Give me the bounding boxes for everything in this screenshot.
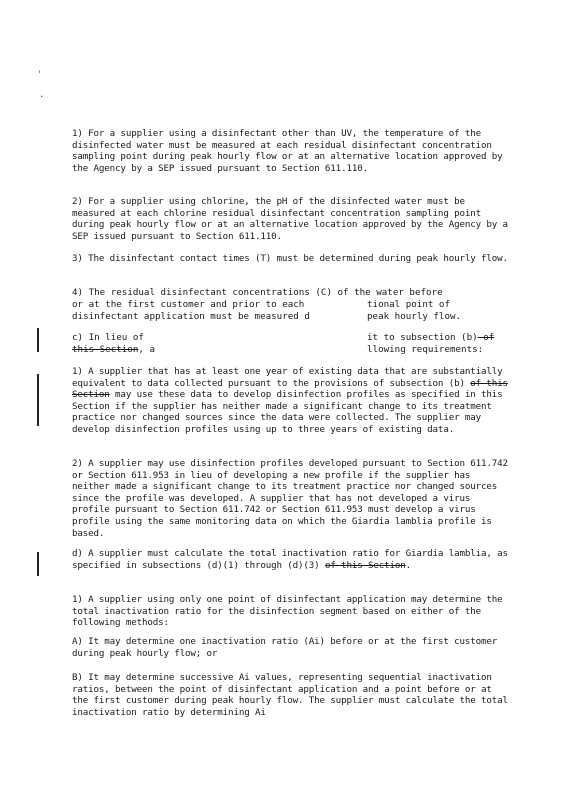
residual-line-3: disinfectant application must be measured d xyxy=(72,311,310,322)
struck-text: of xyxy=(477,332,495,343)
in-lieu-line-2-right: llowing requirements: xyxy=(367,344,484,355)
in-lieu-line-2: this Section, a xyxy=(72,344,155,355)
struck-text: this Section xyxy=(72,344,139,355)
struck-text: of this Section xyxy=(324,559,406,571)
residual-line-3-right: peak hourly flow. xyxy=(367,311,462,322)
revision-bar xyxy=(37,552,39,576)
paragraph-existing-data: 1) A supplier that has at least one year of existing data that are substantially equivalent to data collected pursuant to the provisions of subsection (b) of this Section may use these data to develop disinfection profiles as specified in this Section if the supplier has neither made a significant change to its treatment practice nor changed sources since the data were collected. The supplier may develop disinfection profiles using up to three years of existing data. xyxy=(72,366,508,435)
paragraph-method-a: A) It may determine one inactivation ratio (Ai) before or at the first customer during peak hourly flow; or xyxy=(72,636,498,659)
paragraph-temperature: 1) For a supplier using a disinfectant other than UV, the temperature of the disinfected water must be measured at each residual disinfectant concentration sampling point during peak hourly flow or at an alternative location approved by the Agency by a SEP issued pursuant to Section 611.110. xyxy=(72,128,503,174)
paragraph-method-b: B) It may determine successive Ai values, representing sequential inactivation ratios, between the point of disinfectant application and a point before or at the first customer during peak hourly flow. The supplier must calculate the total inactivation ratio by determining Ai xyxy=(72,672,508,718)
paragraph-single-point: 1) A supplier using only one point of disinfectant application may determine the total inactivation ratio for the disinfection segment based on either of the following methods: xyxy=(72,594,503,629)
scan-speck: . xyxy=(39,90,45,100)
residual-line-2-right: tional point of xyxy=(367,299,450,310)
paragraph-contact-time: 3) The disinfectant contact times (T) must be determined during peak hourly flow. xyxy=(72,253,508,264)
paragraph-ph: 2) For a supplier using chlorine, the pH of the disinfected water must be measured at each chlorine residual disinfectant concentration sampling point during peak hourly flow or at an alternative location approved by the Agency by a SEP issued pursuant to Section 611.110. xyxy=(72,196,508,242)
paragraph-total-inactivation: d) A supplier must calculate the total inactivation ratio for Giardia lamblia, as specified in subsections (d)(1) through (d)(3) of this Section. xyxy=(72,548,508,571)
paragraph-existing-profiles: 2) A supplier may use disinfection profiles developed pursuant to Section 611.742 or Section 611.953 in lieu of developing a new profile if the supplier has neither made a significant change to its treatment practice nor changed sources since the profile was developed. A supplier that has not developed a virus profile pursuant to Section 611.742 or Section 611.953 must develop a virus profile using the same monitoring data on which the Giardia lamblia profile is based. xyxy=(72,458,508,539)
residual-line-2: or at the first customer and prior to each xyxy=(72,299,305,310)
revision-bar xyxy=(37,328,39,352)
struck-text: of this Section xyxy=(72,377,508,401)
scan-speck: ' xyxy=(37,70,43,80)
in-lieu-line-1-right: it to subsection (b) of xyxy=(367,332,495,343)
revision-bar xyxy=(37,374,39,426)
in-lieu-line-1: c) In lieu of xyxy=(72,332,144,343)
residual-line-1: 4) The residual disinfectant concentrations (C) of the water before xyxy=(72,287,443,298)
